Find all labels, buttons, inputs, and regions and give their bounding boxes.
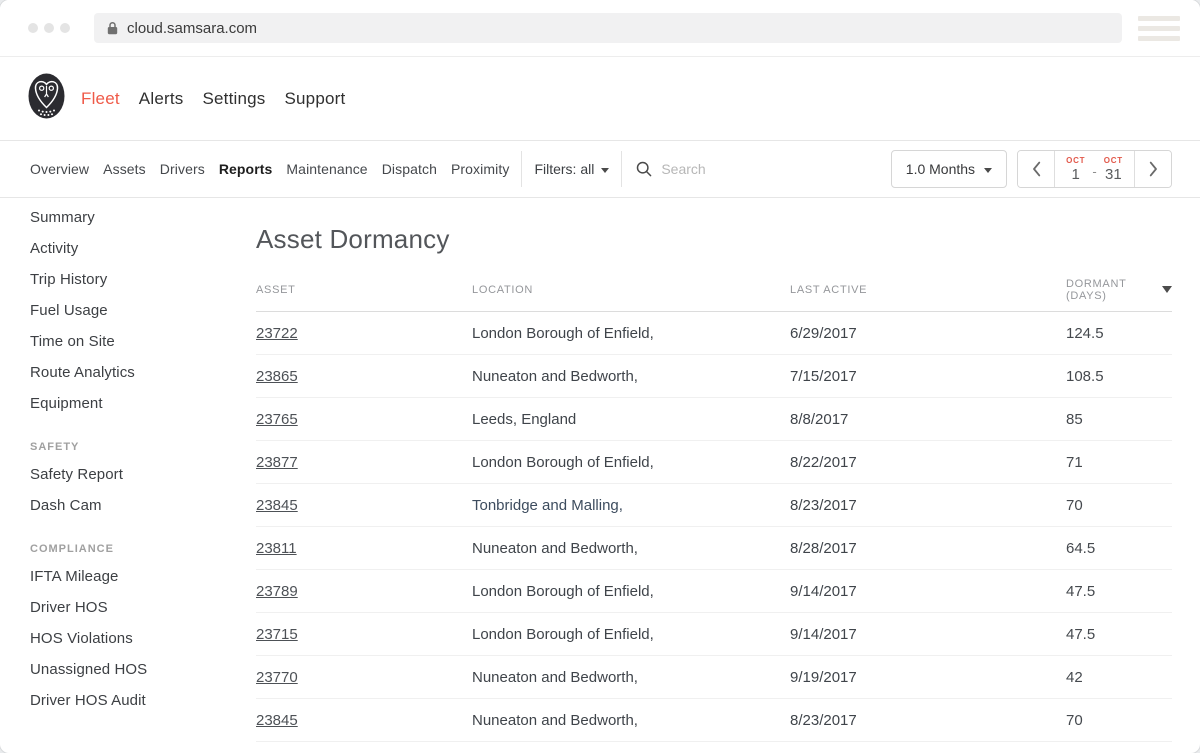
last-active-cell: 8/23/2017 xyxy=(790,496,857,514)
dormant-days-cell: 85 xyxy=(1066,410,1083,428)
column-header-dormant-days[interactable] xyxy=(1066,278,1172,302)
range-end xyxy=(1104,157,1123,182)
url-bar[interactable] xyxy=(94,13,1122,43)
dormant-days-cell: 70 xyxy=(1066,711,1083,729)
menu-bar xyxy=(1138,36,1180,41)
table-row xyxy=(256,398,1172,441)
last-active-cell: 8/8/2017 xyxy=(790,410,849,428)
table-row xyxy=(256,355,1172,398)
divider xyxy=(621,151,622,187)
dormant-days-cell: 42 xyxy=(1066,668,1083,686)
hamburger-menu-icon[interactable] xyxy=(1138,14,1180,43)
asset-link[interactable]: 23865 xyxy=(256,367,298,385)
nav-support[interactable]: Support xyxy=(284,88,346,108)
date-controls xyxy=(891,150,1172,188)
asset-link[interactable]: 23715 xyxy=(256,625,298,643)
search-icon xyxy=(636,161,652,177)
sidebar-item-equipment[interactable]: Equipment xyxy=(30,395,103,412)
dormant-days-cell: 70 xyxy=(1066,496,1083,514)
table-row xyxy=(256,570,1172,613)
location-cell: London Borough of Enfield, xyxy=(472,625,654,643)
asset-link[interactable]: 23770 xyxy=(256,668,298,686)
page-title: Asset Dormancy xyxy=(256,224,450,254)
chevron-down-icon xyxy=(984,168,992,173)
window-control-dot[interactable] xyxy=(60,23,70,33)
range-separator: - xyxy=(1092,163,1097,179)
asset-link[interactable]: 23765 xyxy=(256,410,298,428)
date-range-display[interactable] xyxy=(1055,151,1134,187)
search-box xyxy=(636,161,881,177)
dormant-days-cell: 108.5 xyxy=(1066,367,1104,385)
location-cell: Leeds, England xyxy=(472,410,577,428)
tab-assets[interactable]: Assets xyxy=(103,161,146,177)
filters-label: Filters: all xyxy=(534,161,595,177)
end-month: OCT xyxy=(1103,155,1123,165)
asset-link[interactable]: 23845 xyxy=(256,711,298,729)
window-controls xyxy=(28,23,70,33)
tab-reports[interactable]: Reports xyxy=(218,161,273,177)
column-header-asset[interactable]: ASSET xyxy=(256,284,296,296)
sidebar-item-driver-hos-audit[interactable]: Driver HOS Audit xyxy=(30,692,146,709)
tab-overview[interactable]: Overview xyxy=(30,161,90,177)
sidebar-item-summary[interactable]: Summary xyxy=(30,209,95,226)
location-cell: London Borough of Enfield, xyxy=(472,453,654,471)
chevron-down-icon xyxy=(601,168,609,173)
table-row xyxy=(256,613,1172,656)
column-header-location[interactable]: LOCATION xyxy=(472,284,534,296)
dormant-days-cell: 71 xyxy=(1066,453,1083,471)
table-row xyxy=(256,699,1172,742)
start-month: OCT xyxy=(1066,155,1086,165)
sidebar-item-route-analytics[interactable]: Route Analytics xyxy=(30,364,135,381)
sidebar-item-trip-history[interactable]: Trip History xyxy=(30,271,108,288)
table-row xyxy=(256,312,1172,355)
window-control-dot[interactable] xyxy=(28,23,38,33)
asset-link[interactable]: 23722 xyxy=(256,324,298,342)
last-active-cell: 7/15/2017 xyxy=(790,367,857,385)
sidebar-section-safety: SAFETY xyxy=(30,441,80,453)
content xyxy=(0,198,1200,753)
sidebar-item-fuel-usage[interactable]: Fuel Usage xyxy=(30,302,108,319)
period-dropdown[interactable] xyxy=(891,150,1007,188)
column-header-label: DORMANT (DAYS) xyxy=(1066,278,1127,302)
dormant-days-cell: 47.5 xyxy=(1066,582,1096,600)
dormant-days-cell: 47.5 xyxy=(1066,625,1096,643)
tab-drivers[interactable]: Drivers xyxy=(159,161,205,177)
sidebar-item-safety-report[interactable]: Safety Report xyxy=(30,466,124,483)
samsara-owl-logo xyxy=(28,73,65,124)
dormant-days-cell: 124.5 xyxy=(1066,324,1104,342)
tab-dispatch[interactable]: Dispatch xyxy=(381,161,437,177)
last-active-cell: 9/14/2017 xyxy=(790,625,857,643)
period-label: 1.0 Months xyxy=(905,161,976,177)
location-cell: Tonbridge and Malling, xyxy=(472,496,623,514)
last-active-cell: 8/28/2017 xyxy=(790,539,857,557)
tab-maintenance[interactable]: Maintenance xyxy=(286,161,368,177)
table-header-row xyxy=(256,278,1172,312)
asset-link[interactable]: 23845 xyxy=(256,496,298,514)
location-cell: Nuneaton and Bedworth, xyxy=(472,367,638,385)
last-active-cell: 6/29/2017 xyxy=(790,324,857,342)
sidebar-item-activity[interactable]: Activity xyxy=(30,240,79,257)
prev-period-button[interactable] xyxy=(1018,151,1055,187)
last-active-cell: 9/19/2017 xyxy=(790,668,857,686)
sidebar-item-driver-hos[interactable]: Driver HOS xyxy=(30,599,108,616)
report-main xyxy=(226,198,1200,753)
nav-alerts[interactable]: Alerts xyxy=(138,88,184,108)
window-control-dot[interactable] xyxy=(44,23,54,33)
nav-fleet[interactable]: Fleet xyxy=(81,88,120,108)
app-header xyxy=(0,57,1200,141)
main-nav xyxy=(81,89,345,109)
menu-bar xyxy=(1138,16,1180,21)
dormant-days-cell: 64.5 xyxy=(1066,539,1096,557)
tab-proximity[interactable]: Proximity xyxy=(450,161,510,177)
asset-link[interactable]: 23811 xyxy=(256,539,297,557)
table-row xyxy=(256,656,1172,699)
next-period-button[interactable] xyxy=(1134,151,1171,187)
menu-bar xyxy=(1138,26,1180,31)
url-text: cloud.samsara.com xyxy=(127,19,258,37)
sidebar-item-dash-cam[interactable]: Dash Cam xyxy=(30,497,102,514)
lock-icon xyxy=(107,21,118,35)
end-day: 31 xyxy=(1105,165,1122,183)
toolbar xyxy=(0,141,1200,198)
table-row xyxy=(256,441,1172,484)
location-cell: Nuneaton and Bedworth, xyxy=(472,668,638,686)
sidebar-item-time-on-site[interactable]: Time on Site xyxy=(30,333,115,350)
report-tabs xyxy=(30,157,509,181)
last-active-cell: 8/22/2017 xyxy=(790,453,857,471)
column-header-last-active[interactable]: LAST ACTIVE xyxy=(790,284,868,296)
sidebar-item-hos-violations[interactable]: HOS Violations xyxy=(30,630,133,647)
sidebar-section-compliance: COMPLIANCE xyxy=(30,543,114,555)
divider xyxy=(521,151,522,187)
table-row xyxy=(256,484,1172,527)
last-active-cell: 9/14/2017 xyxy=(790,582,857,600)
location-cell: London Borough of Enfield, xyxy=(472,324,654,342)
asset-link[interactable]: 23877 xyxy=(256,453,298,471)
location-cell: London Borough of Enfield, xyxy=(472,582,654,600)
last-active-cell: 8/23/2017 xyxy=(790,711,857,729)
browser-chrome xyxy=(0,0,1200,57)
filters-dropdown[interactable] xyxy=(534,161,609,177)
sidebar-item-unassigned-hos[interactable]: Unassigned HOS xyxy=(30,661,148,678)
search-input[interactable] xyxy=(661,161,881,177)
location-cell: Nuneaton and Bedworth, xyxy=(472,711,638,729)
location-cell: Nuneaton and Bedworth, xyxy=(472,539,638,557)
table-row xyxy=(256,527,1172,570)
date-range-picker xyxy=(1017,150,1172,188)
reports-sidebar xyxy=(0,198,226,753)
range-start xyxy=(1066,157,1085,182)
start-day: 1 xyxy=(1071,165,1080,183)
sidebar-item-ifta-mileage[interactable]: IFTA Mileage xyxy=(30,568,119,585)
asset-link[interactable]: 23789 xyxy=(256,582,298,600)
nav-settings[interactable]: Settings xyxy=(202,88,266,108)
sort-desc-icon[interactable] xyxy=(1162,286,1172,293)
